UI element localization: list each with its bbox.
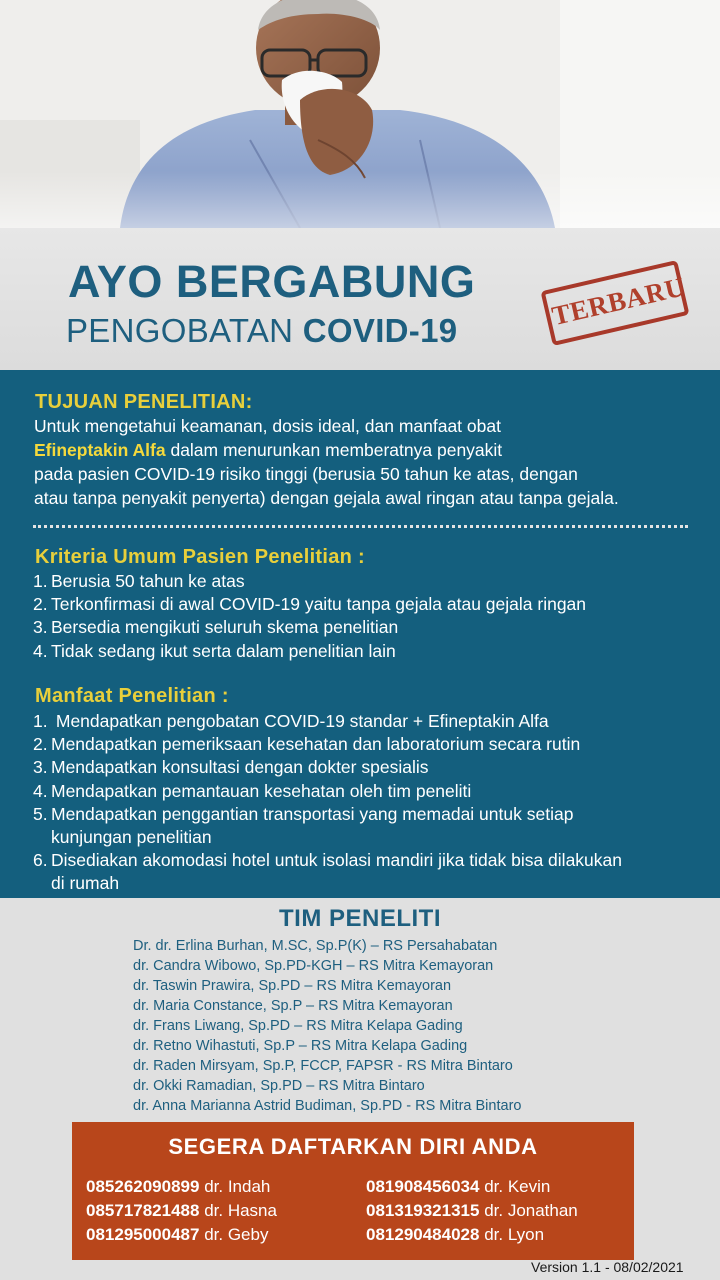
phone-number[interactable]: 081290484028 [366, 1225, 480, 1244]
contact-entry[interactable] [366, 1175, 578, 1199]
man-coughing-illustration [0, 0, 720, 228]
phone-number[interactable]: 085262090899 [86, 1177, 200, 1196]
list-item: 4. Tidak sedang ikut serta dalam penelitian lain [33, 640, 396, 661]
team-member: dr. Maria Constance, Sp.P – RS Mitra Kemayoran [133, 998, 453, 1014]
list-item: 2. Mendapatkan pemeriksaan kesehatan dan laboratorium secara rutin [33, 734, 581, 755]
registration-heading: SEGERA DAFTARKAN DIRI ANDA [168, 1134, 538, 1159]
team-member: dr. Raden Mirsyam, Sp.P, FCCP, FAPSR - RS Mitra Bintaro [133, 1058, 513, 1074]
criteria-heading: Kriteria Umum Pasien Penelitian : [35, 546, 365, 568]
contact-entry[interactable] [86, 1199, 277, 1223]
phone-number[interactable]: 081908456034 [366, 1177, 480, 1196]
team-member: Dr. dr. Erlina Burhan, M.SC, Sp.P(K) – RS Persahabatan [133, 938, 498, 954]
team-member: dr. Okki Ramadian, Sp.PD – RS Mitra Bintaro [133, 1078, 425, 1094]
stamp-label: TERBARU [549, 271, 688, 332]
registration-box [72, 1122, 634, 1260]
purpose-line-4: atau tanpa penyakit penyerta) dengan gejala awal ringan atau tanpa gejala. [34, 488, 619, 508]
drug-name-highlight: Efineptakin Alfa [34, 440, 166, 460]
phone-number[interactable]: 081295000487 [86, 1225, 200, 1244]
purpose-line-2 [34, 438, 619, 462]
contact-column-right [366, 1175, 578, 1247]
contact-entry[interactable] [86, 1223, 277, 1247]
dotted-divider [33, 525, 688, 528]
contact-name: dr. Lyon [479, 1225, 545, 1244]
list-item: 4. Mendapatkan pemantauan kesehatan oleh tim peneliti [33, 780, 472, 801]
team-member: dr. Taswin Prawira, Sp.PD – RS Mitra Kemayoran [133, 978, 452, 994]
purpose-paragraph [34, 414, 619, 510]
subtitle-regular: PENGOBATAN [66, 312, 294, 349]
list-item: 3. Bersedia mengikuti seluruh skema penelitian [33, 617, 399, 638]
purpose-line-1: Untuk mengetahui keamanan, dosis ideal, dan manfaat obat [34, 416, 501, 436]
page-subtitle [66, 312, 457, 350]
purpose-line-2-rest: dalam menurunkan memberatnya penyakit [165, 440, 503, 460]
benefits-list [33, 710, 622, 896]
list-item: 3. Mendapatkan konsultasi dengan dokter spesialis [33, 757, 429, 778]
list-item: 5. Mendapatkan penggantian transportasi yang memadai untuk setiap [33, 803, 574, 824]
contact-name: dr. Jonathan [479, 1201, 578, 1220]
title-band [0, 228, 720, 370]
list-item: 2. Terkonfirmasi di awal COVID-19 yaitu tanpa gejala atau gejala ringan [33, 594, 587, 615]
list-item-continuation: kunjungan penelitian [51, 827, 212, 848]
contact-name: dr. Kevin [479, 1177, 551, 1196]
contact-name: dr. Geby [199, 1225, 269, 1244]
criteria-list [33, 570, 586, 663]
page-title: AYO BERGABUNG [68, 256, 476, 307]
team-member: dr. Frans Liwang, Sp.PD – RS Mitra Kelapa Gading [133, 1018, 463, 1034]
hero-photo [0, 0, 720, 228]
team-list [133, 936, 521, 1116]
contact-entry[interactable] [366, 1223, 578, 1247]
contact-name: dr. Hasna [199, 1201, 277, 1220]
phone-number[interactable]: 081319321315 [366, 1201, 480, 1220]
list-item-continuation: di rumah [51, 873, 120, 894]
contact-name: dr. Indah [199, 1177, 271, 1196]
team-member: dr. Anna Marianna Astrid Budiman, Sp.PD - RS Mitra Bintaro [133, 1098, 522, 1114]
team-member: dr. Candra Wibowo, Sp.PD-KGH – RS Mitra Kemayoran [133, 958, 494, 974]
new-stamp [526, 236, 704, 369]
team-heading: TIM PENELITI [279, 905, 441, 932]
version-label: Version 1.1 - 08/02/2021 [531, 1259, 684, 1275]
subtitle-bold: COVID-19 [302, 312, 458, 349]
purpose-line-3: pada pasien COVID-19 risiko tinggi (berusia 50 tahun ke atas, dengan [34, 464, 578, 484]
benefits-heading: Manfaat Penelitian : [35, 685, 229, 707]
contact-entry[interactable] [86, 1175, 277, 1199]
list-item: 1. Mendapatkan pengobatan COVID-19 standar + Efineptakin Alfa [33, 711, 549, 731]
list-item: 1. Berusia 50 tahun ke atas [33, 571, 245, 591]
contact-entry[interactable] [366, 1199, 578, 1223]
contact-column-left [86, 1175, 277, 1247]
purpose-heading: TUJUAN PENELITIAN: [35, 391, 253, 413]
info-section [0, 370, 720, 898]
team-member: dr. Retno Wihastuti, Sp.P – RS Mitra Kelapa Gading [133, 1038, 468, 1054]
phone-number[interactable]: 085717821488 [86, 1201, 200, 1220]
list-item: 6. Disediakan akomodasi hotel untuk isolasi mandiri jika tidak bisa dilakukan [33, 850, 622, 871]
